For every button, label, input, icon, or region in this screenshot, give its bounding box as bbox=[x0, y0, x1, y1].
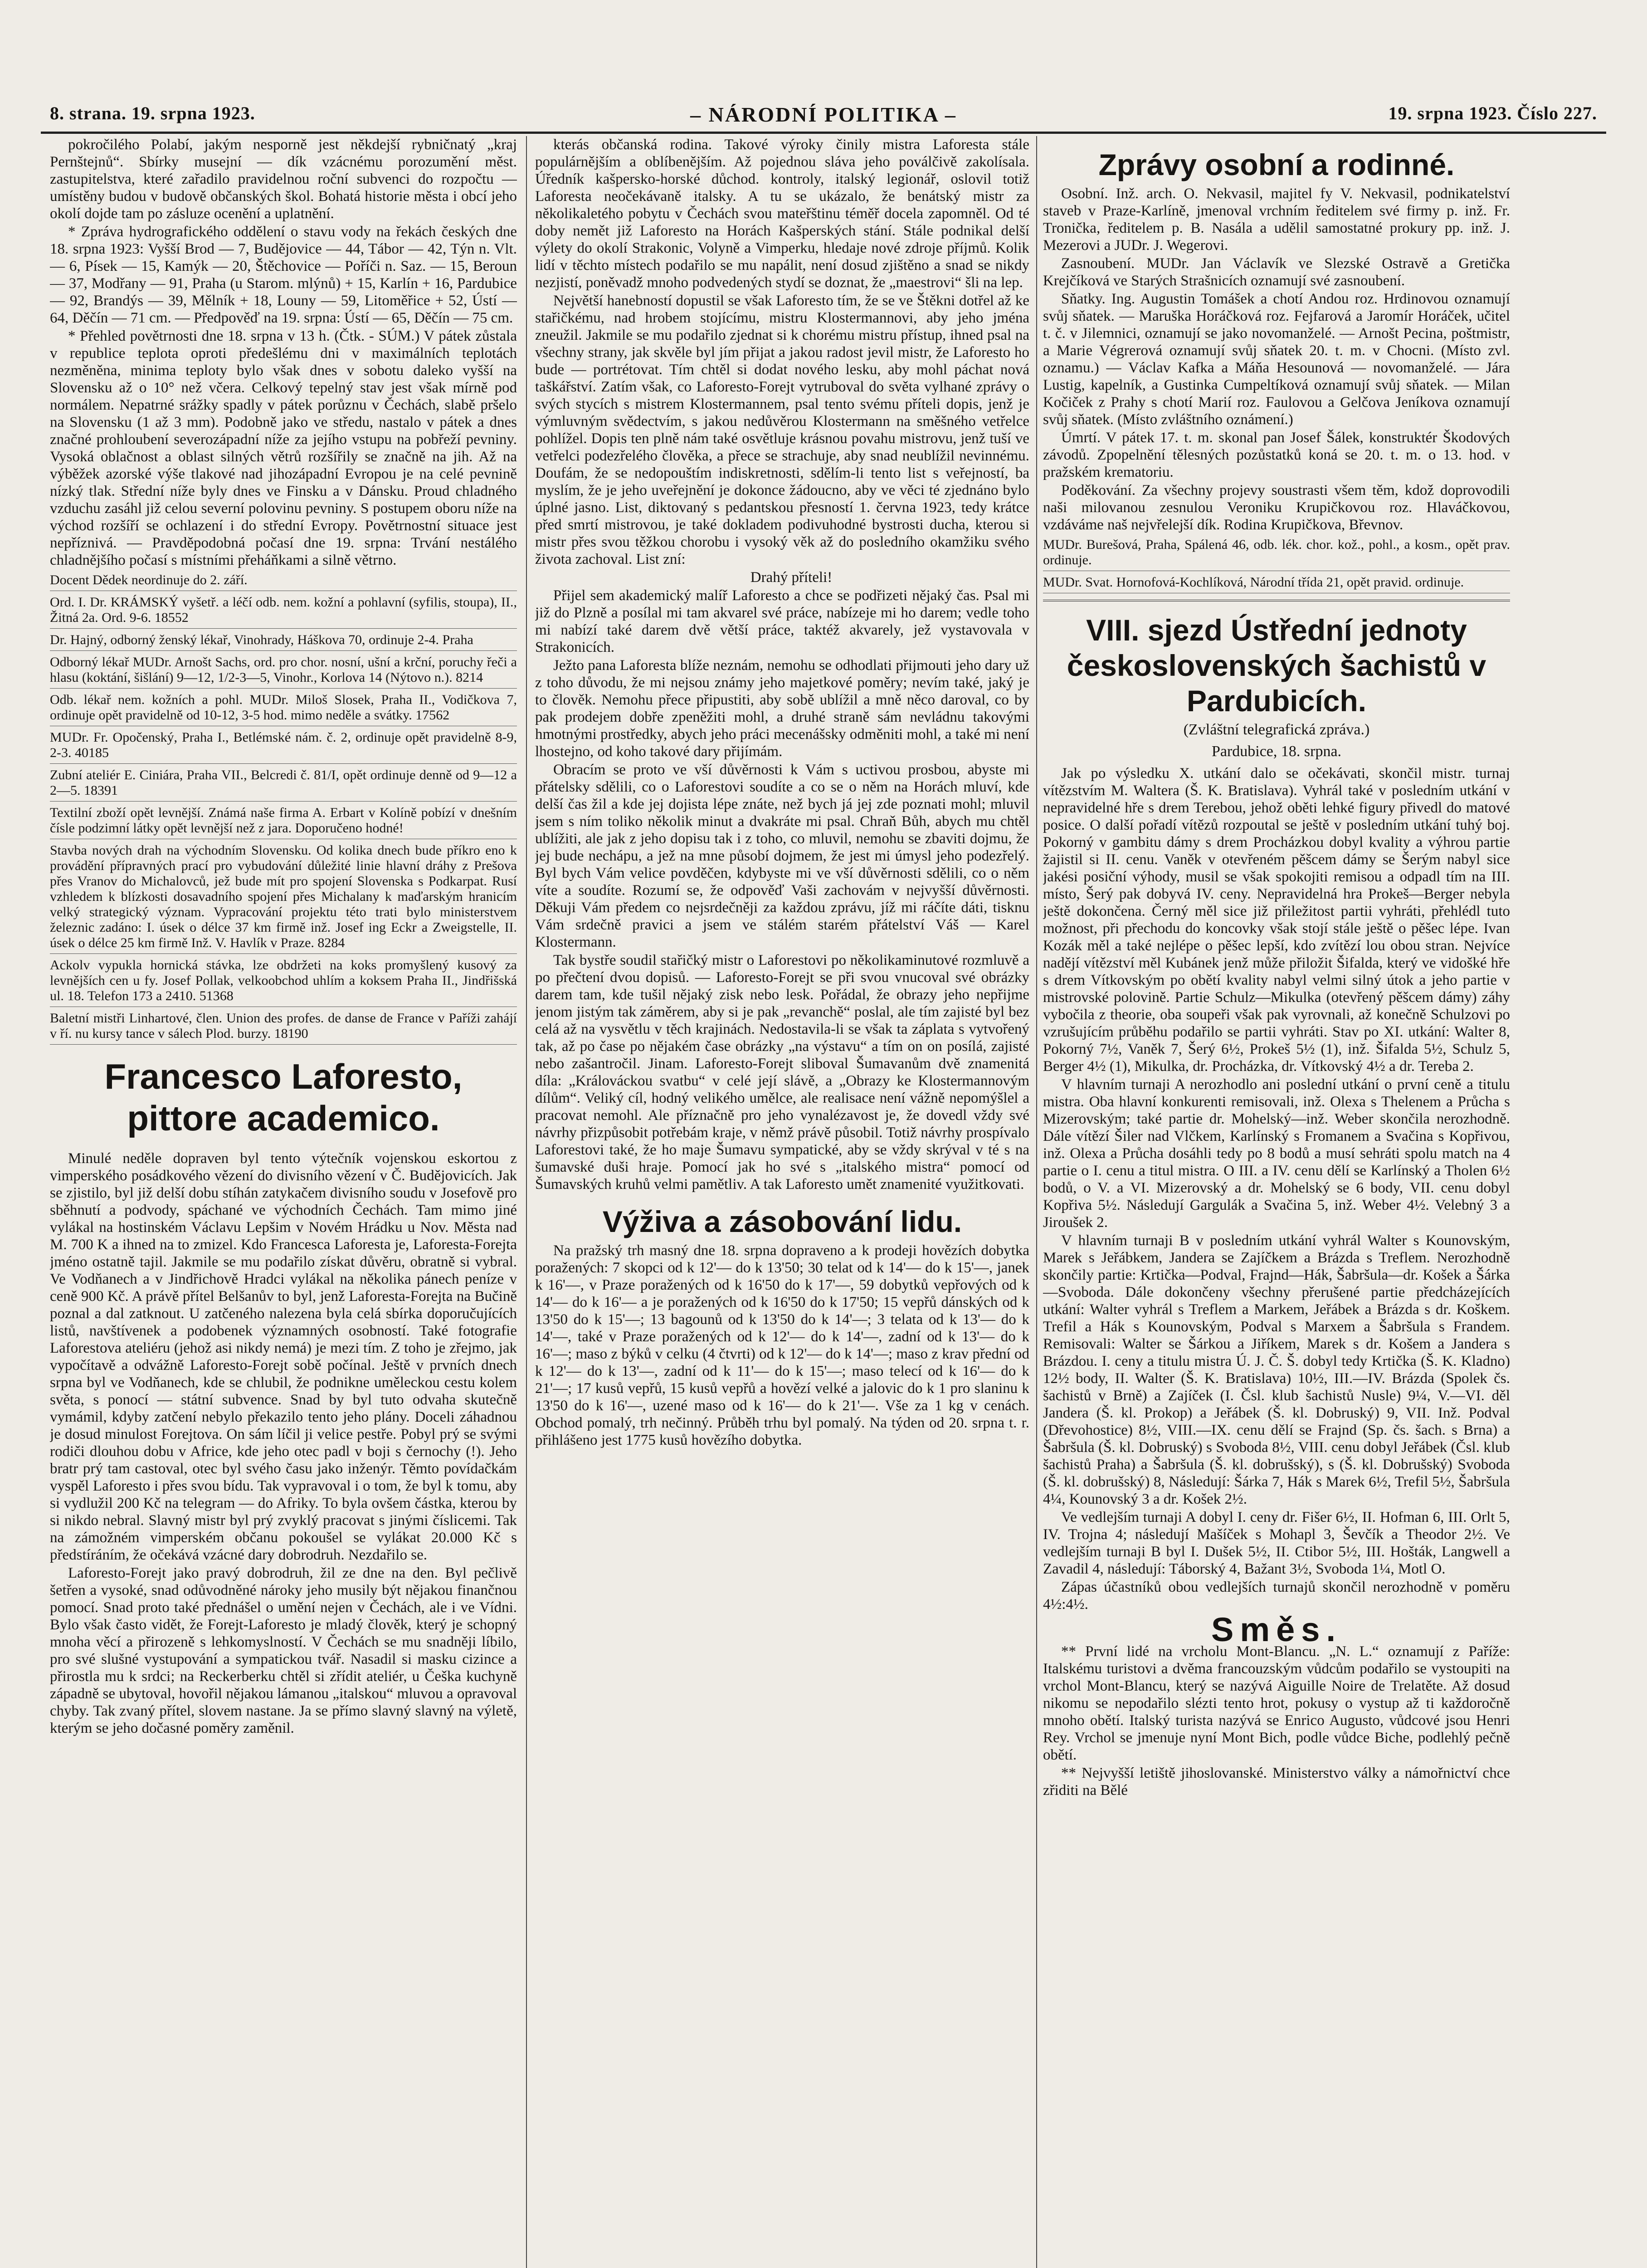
headline-smes: Směs. bbox=[1211, 1611, 1342, 1648]
chess-main-tournament-b: V hlavním turnaji B v posledním utkání vyhrál Walter s Kounovským, Marek s Jeřábkem, Jandera se Zajíčkem a Brázda s Treflem. Nerozhodně skončily partie: Krtička—Podval, Frajnd—Hák, Šabršula—dr. Košek a Šárka—Svoboda. Dále dokončeny všechny přerušené partie předcházejících utkání: Walter vyhrál s Treflem a Markem, Jeřábek a Brázda s dr. Koškem. Trefil a Hák s Kounovským, Podval s Marxem a Šabršula s Frandem. Remisovali: Walter se Šárkou a Jiříkem, Marek s dr. Košem a Jandera s Brázdou. I. ceny a titulu mistra Ú. J. Č. Š. dobyl tedy Krtička (Š. K. Kladno) 12½ body, II. Walter (Š. K. Bratislava) 10½, III.—IV. Brázda (Spolek čs. šachistů v Brně) a Zajíček (I. Čsl. klub šachistů Nusle) 9¼, V.—VI. děl Jandera (Š. kl. Prokop) a Jeřábek (Š. kl. Dobruský) 9, VII. Inž. Podval (Dřevohostice) 8½, VIII.—IX. cenu dělí se Frajnd (Sp. čs. šach. s Brna) a Šabršula (Š. kl. Dobruský) s Svoboda 8½, VIII. cenu dobyl Jeřábek (Čsl. klub šachistů Praha) a Šabršula (Š. kl. dobrušský), s (Š. kl. Dobrušský) Svoboda (Š. kl. dobrušský) 8, Následují: Šárka 7, Hák s Marek 6½, Trefil 5½, Šabršula 4¼, Kounovský 3 a dr. Košek 2½. bbox=[1043, 1232, 1510, 1507]
ad-dr-slosek: Odb. lékař nem. kožních a pohl. MUDr. Miloš Slosek, Praha II., Vodičkova 7, ordinuje opět pravidelně od 10-12, 3-5 hod. mimo neděle a svátky. 17562 bbox=[50, 689, 517, 726]
meat-market-report: Na pražský trh masný dne 18. srpna dopraveno a k prodeji hovězích dobytka poražených: 7 skopci od k 12'— do k 13'50; 30 telat od k 14'— do k 15'—, janek k 16'—, v Praze poražených od k 16'50 do k 17'—, 59 dobytků vepřových od k 14'— do k 16'— a je poražených od k 16'50 do k 17'50; 15 vepřů dánských od k 13'50 do k 15'—; 13 bagounů od k 13'50 do k 14'—; 3 telata od k 13'— do k 14'—, také v Praze poražených od k 12'— do k 14'—, zadní od k 13'— do k 16'—; maso z býků v celku (4 čtvrti) od k 12'— do k 14'—; maso z krav přední od k 12'— do k 13'—, zadní od k 11'— do k 15'—; maso telecí od k 16'— do k 21'—; 17 kusů vepřů, 15 kusů vepřů a hovězí velké a jalovic do k 1 pro slaninu k 13'50 do k 16'—, uzené maso od k 16'— do k 21'—. Vše za 1 kg v cenách. Obchod pomalý, trh nečinný. Průběh trhu byl pomalý. Na týden od 20. srpna t. r. přihlášeno jest 1775 kusů hovězího dobytka. bbox=[535, 1242, 1029, 1448]
issue-number: 19. srpna 1923. Číslo 227. bbox=[1388, 103, 1597, 123]
column-rule-1 bbox=[526, 136, 527, 2268]
ad-ballet-linhart: Baletní mistři Linhartové, člen. Union des profes. de danse de France v Paříži zahájí v ří. nu kursy tance v sálech Plod. burzy. 18190 bbox=[50, 1008, 517, 1045]
column-3 bbox=[1043, 136, 1510, 2268]
headline-zpravy-osobni: Zprávy osobní a rodinné. bbox=[1098, 148, 1455, 181]
dateline: Pardubice, 18. srpna. bbox=[1211, 743, 1342, 760]
chess-side-match: Zápas účastníků obou vedlejších turnajů skončil nerozhodně v poměru 4½:4½. bbox=[1043, 1579, 1510, 1613]
engagements: Zasnoubení. MUDr. Jan Václavík ve Slezské Ostravě a Gretička Krejčíková ve Starých Strašnicích oznamují své zasnoubení. bbox=[1043, 255, 1510, 289]
article-laforesto-2: Laforesto-Forejt jako pravý dobrodruh, žil ze dne na den. Byl pečlivě šetřen a vysoké, snad odůvodněné nároky jeho musily být nějakou finančnou pomocí. Snad proto také přednášel o umění nejen v Čechách, ale i ve Vídni. Bylo však často vidět, že Forejt-Laforesto je mladý člověk, který je schopný mnoha věcí a přirozeně s lehkomyslností. V Čechách se mu snadněji líbilo, pro své slušné vystupování a sympatickou tvář. Nasadil si masku cizince a přirostla mu k srdci; na Reckerberku chtěl si zřídit ateliér, u Češka kuchyně západně se ubytoval, hovořil nějakou lámanou „italskou“ mluvou a opravoval chyby. Tak zvaný přítel, slovem nastane. Ja se přímo slavný slavný na výletě, kterým se jeho dočasné poměry zaměnil. bbox=[50, 1565, 517, 1736]
ad-textile: Textilní zboží opět levnější. Známá naše firma A. Erbart v Kolíně pobízí v dnešním čísle podzimní látky opět levnější než z jara. Doporučeno hodné! bbox=[50, 802, 517, 839]
ad-railway-slovakia: Stavba nových drah na východním Slovensku. Od kolika dnech bude příkro eno k provádění přípravných prací pro vybudování důležité linie hlavní dráhy z Prešova přes Vranov do Michalovců, jež bude mít pro spojení Slovenska s Podkarpat. Rusí vzhledem k blízkosti dosavadního spojení přes Michalany k maďarským hranicím velký strategický význam. Vypracování projektu této trati bylo ministerstvem železnic zadáno: I. úsek o délce 37 km firmě inž. Josef ing Eckr a Zweigstelle, II. úsek o délce 25 km firmě Inž. V. Havlík v Praze. 8284 bbox=[50, 840, 517, 954]
article-laforesto-5: Tak bystře soudil stařičký mistr o Laforestovi po několikaminutové rozmluvě a po přečtení dvou dopisů. — Laforesto-Forejt se při svou vnucoval své obrázky darem tam, kde tušil nějaký zisk nebo lesk. Pořádal, že obrazy jeho nepřijme jenom jistým tak záměrem, aby si je pak „revanchě“ poslal, ale tím zajisté byl bez celá až na vysvětlu v těch krajinách. Nedostavila-li se však ta záplata s vytvořený tak, až po čase po nějakém čase obrázky „na výstavu“ a tím on on posílá, zajisté nebo zašantročil. Jinam. Laforesto-Forejt sliboval Šumavanům dvě znamenitá díla: „Králováckou svatbu“ v celé její slávě, a „Obrazy ke Klostermannovým dílům“. Veliký cíl, hodný velikého umělce, ale realisace není vážně nepomýšlel a pracovat nemohl. Ale příznačně pro jeho vynalézavost je, že dovedl vždy své návrhy přizpůsobit potřebám kraje, v němž právě působil. Totiž návrhy prospívalo Laforestovi také, že ho maje Šumavu sympatické, aby se vždy skrýval v té s na šumavské duši hraje. Pomocí jak ho své s „italského mistra“ pomocí od Šumavských kruhů velmi pamětliv. A tak Laforesto umět znamenité využitkovati. bbox=[535, 952, 1029, 1193]
letter-salutation: Drahý příteli! bbox=[750, 569, 833, 586]
headline-laforesto: Francesco Laforesto, pittore academico. bbox=[104, 1056, 463, 1138]
article-laforesto-3: kterás občanská rodina. Takové výroky činily mistra Laforesta stále populárnějším a oblíbenějším. Až pojednou sláva jeho poválčivě zakolísala. Úředník kašpersko-horské důchod. kontroly, italský legionář, oslovil totiž Laforesta neočekávaně italsky. A tu se ukázalo, že benátský mistr za několikaletého pobytu v Čechách svou mateřštinu téměř docela zapomněl. Od té doby nemět již Laforesto na Horách Kašperských stání. Stále podnikal delší výlety do okolí Strakonic, Volyně a Vimperku, hledaje nové zdroje příjmů. Kolik lidí v těchto místech podařilo se mu napálit, není dosud zjištěno a snad se nikdy nezjistí, poněvadž mnoho podvedených stydí se doznat, že „maestrovi“ šli na lep. bbox=[535, 137, 1029, 291]
airfield-news: ** Nejvyšší letiště jihoslovanské. Ministerstvo války a námořnictví chce zřiditi na Bělé bbox=[1043, 1765, 1510, 1799]
letter-body-2: Ježto pana Laforesta blíže neznám, nemohu se odhodlati přijmouti jeho dary už z toho důvodu, že mi nejsou známy jeho majetkové poměry; nevím také, jaký je to člověk. Nemohu přece připustiti, aby sobě ublížil a mně něco daroval, co by pak prodejem dobře zpeněžiti mohl, a druhé straně sám nevládnu takovými hmotnými prostředky, abych jeho práci mecenášsky odměniti mohl, a také mi není lhostejno, od koho takové dary přijímám. bbox=[535, 657, 1029, 760]
chess-main-tournament-a: V hlavním turnaji A nerozhodlo ani poslední utkání o první ceně a titulu mistra. Oba hlavní konkurenti remisovali, inž. Olexa s Thelenem a Průcha s Mizerovským; také partie dr. Mohelský—inž. Weber skončila nerozhodně. Dále vítězí Šiler nad Vlčkem, Karlínský s Fromanem a Svačina s Kopřivou, inž. Olexa a Průcha dosáhli tedy po 8 bodů a musí sehráti spolu match na 4 partie o I. cenu a titul mistra. O III. a IV. cenu dělí se Karlínský a Tholen 6½ bodů, o V. a VI. Mizerovský a dr. Mohelský se 6 body, VII. cenu dobyl Kopřiva 5½. Následují Gargulák a Svačina 5, inž. Weber 4½. Velebný 3 a Jiroušek 2. bbox=[1043, 1076, 1510, 1231]
ad-dr-opocensky: MUDr. Fr. Opočenský, Praha I., Betlémské nám. č. 2, ordinuje opět pravidelně 8-9, 2-3. 40185 bbox=[50, 727, 517, 764]
hydrographic-report: * Zpráva hydrografického oddělení o stavu vody na řekách českých dne 18. srpna 1923: Vyšší Brod — 7, Budějovice — 44, Tábor — 42, Týn n. Vlt. — 6, Písek — 15, Kamýk — 20, Štěchovice — Poříči n. Saz. — 15, Beroun — 37, Modřany — 91, Praha (u Starom. mlýnů) + 15, Karlín + 16, Pardubice — 92, Brandýs — 39, Mělník + 18, Louny — 59, Litoměřice + 52, Ústí — 64, Děčín — 71 cm. — Předpověď na 19. srpna: Ústí — 65, Děčín — 75 cm. bbox=[50, 224, 517, 326]
article-laforesto-1: Minulé neděle dopraven byl tento výtečník vojenskou eskortou z vimperského posádkového vězení do divisního vězení v Č. Budějovicích. Jak se zjistilo, byl již delší dobu stíhán zatykačem divisního soudu v Josefově pro sběhnutí a podvody, spáchané ve východních Čechách. Tam mimo jiné vylákal na hostinském Václavu Lepšim v Novém Hrádku u Nov. Města nad M. 700 K a ihned na to zmizel. Kdo Francesca Laforesta je, Laforesta-Forejta jméno ostatně tajil. Jakmile se mu podařilo získat důvěru, obratně si vybral. Ve Vodňanech a v Jindřichově Hradci vylákal na několika pánech peníze v ceně 900 Kč. A právě přítel Belšanův to byl, jenž Laforesta-Forejta na Bučině poznal a dal zatknout. U zatčeného nalezena byla celá sbírka doporučujících listů, navštívenek a podobenek významných osobností. Také fotografie Laforestova ateliéru (jehož asi nikdy nemá) je mezi tím. Z toho je zřejmo, jak vypočítavě a odvážně Laforesto-Forejt sobě počínal. Ještě v prvních dnech srpna byl ve Vodňanech, kde se chlubil, že podnikne uměleckou cestu kolem světa, s ponocí — státní subvence. Snad by byl tuto odvaha skutečně vymámil, kdyby zatčení nebylo překazilo tento jeho plány. Doceli záhadnou je dosud minulost Forejtova. On sám líčil ji velice pestře. Pobyl prý se svými rodiči dlouhou dobu v Africe, kde jeho otec padl v boji s černochy (!). Jeho bratr prý tam castoval, otec byl svého času jako inženýr. Těmto povídačkám vyspěl Laforesto i přes svou bídu. Tak vypravoval i o tom, že byl k tomu, aby si vydlužil 200 Kč na telegram — do Afriky. To byla ovšem částka, kterou by si nikdo nebral. Slavný mistr byl prý zvyklý pracovat s jinými číslicemi. Tak na zámožném vimperském občanu pokoušel se vylákat 20.000 Kč s předstíráním, že očekává vzácné dary dobrodruh. Nezdařilo se. bbox=[50, 1150, 517, 1563]
column-2 bbox=[535, 136, 1029, 2268]
marriages: Sňatky. Ing. Augustin Tomášek a chotí Andou roz. Hrdinovou oznamují svůj sňatek. — Maruška Horáčková roz. Fejfarová a Jaromír Horáček, učitel t. č. v Jilemnici, oznamují se jako novomanželé. — Arnošt Pecina, poštmistr, a Marie Végrerová oznamují svůj sňatek 20. t. m. v Chocni. (Místo zvl. oznamu.) — Václav Kafka a Máňa Hesounová — novomanželé. — Jára Lustig, kapelník, a Gustinka Cumpeltíková oznamují svůj sňatek. — Milan Kočiček z Prahy s chotí Marií roz. Faulovou a Gelčova Jeníkova oznamují svůj sňatek. (Místo zvláštního oznámení.) bbox=[1043, 291, 1510, 428]
section-divider bbox=[1043, 600, 1510, 601]
masthead bbox=[41, 100, 1606, 134]
letter-body-3: Obracím se proto ve vší důvěrnosti k Vám s uctivou prosbou, abyste mi přátelsky sdělili, co o Laforestovi soudíte a co se o něm na Horách mluví, kde delší čas žil a kde jej dojista lépe znáte, než bych já jej zde poznati mohl; mluvil jsem s ním toliko několik minut a dvakráte mi psal. Chraň Bůh, abych mu chtěl ublížiti, ale jak z jeho dopisu tak i z toho, co mluvil, nemohu se zbaviti dojmu, že jej bude nechápu, a jež na mne působí dojmem, že jest mi úmysl jeho podezřelý. Byl bych Vám velice povděčen, kdybyste mi ve vší důvěrnosti sdělili, co o něm víte a soudíte. Rozumí se, že odpověď Vaši zachovám v nejvyšší důvěrnosti. Děkuji Vám předem co nejsrdečněji za každou zprávu, jíž mi ráčíte dáti, tisknu Vám srdečně pravici a jsem ve stálém starém přátelství Váš — Karel Klostermann. bbox=[535, 762, 1029, 950]
weather-report: * Přehled povětrnosti dne 18. srpna v 13 h. (Čtk. - SÚM.) V pátek zůstala v republice teplota oproti předešlému dni v maximálních teplotách nezměněna, minima teploty bylo však dnes v sobotu daleko vyšší na Slovensku až o 10° než včera. Celkový tepelný stav jest však mírně pod normálem. Nepatrné srážky spadly v pátek porůznu v Čechách, slabě pršelo na Slovensku (1 až 3 mm). Podobně jako ve středu, nastalo v pátek a dnes značné prohloubení severozápadní níže za jejího vstupu na pobřeží pevniny. Vysoká oblačnost a oblast silných větrů rozšířily se značně na jih. Až na výběžek azorské výše tlakové nad jihozápadní Evropou je na celé pevnině nízký tlak. Střední níže byly dnes ve Finsku a v Dánsku. Proud chladného vzduchu zasáhl již celou severní polovinu pevniny. S postupem oboru níže na východ rozšíří se ochlazení i do střední Evropy. Povětrnostní situace jest nepříznivá. — Pravděpodobná počasí dne 19. srpna: Trvání nestálého chladnějšího počasí s místními přeháňkami a silně větrno. bbox=[50, 328, 517, 568]
personal-news: Osobní. Inž. arch. O. Nekvasil, majitel fy V. Nekvasil, podnikatelství staveb v Praze-Karlíně, jmenoval vrchním ředitelem své firmy p. inž. Fr. Tronička, ředitelem p. B. Nasála a udělil samostatné prokury pp. inž. J. Mezerovi a JUDr. J. Wegerovi. bbox=[1043, 186, 1510, 254]
headline-chess-congress: VIII. sjezd Ústřední jednoty československých šachistů v Pardubicích. bbox=[1067, 613, 1486, 718]
column-rule-2 bbox=[1036, 136, 1037, 2268]
thanks: Poděkování. Za všechny projevy soustrasti všem těm, kdož doprovodili naši milovanou zesnulou Veroniku Krupičkovou roz. Hlaváčkovou, vzdáváme naš nejvřelejší dík. Rodina Krupičkova, Břevnov. bbox=[1043, 482, 1510, 533]
ad-dr-sachs: Odborný lékař MUDr. Arnošt Sachs, ord. pro chor. nosní, ušní a krční, poruchy řeči a hlasu (koktání, šišlání) 9—12, 1/2-3—5, Vinohr., Korlova 14 (Nýtovo n.). 8214 bbox=[50, 652, 517, 689]
ad-coke-pollak: Ackolv vypukla hornická stávka, lze obdržeti na koks promyšlený kusový za levnějších cen u fy. Josef Pollak, velkoobchod uhlím a koksem Praha II., Jindřišská ul. 18. Telefon 173 a 2410. 51368 bbox=[50, 955, 517, 1007]
chess-side-tournaments: Ve vedlejším turnaji A dobyl I. ceny dr. Fišer 6½, II. Hofman 6, III. Orlt 5, IV. Trojna 4; následují Mašíček s Mohapl 3, Ševčík a Theodor 2½. Ve vedlejším turnaji B byl I. Dušek 5½, II. Ctibor 5½, III. Hošták, Langwell a Zavadil 4, následují: Táborský 4, Bažant 3½, Svoboda 1¼, Motl O. bbox=[1043, 1509, 1510, 1577]
telegraph-note: (Zvláštní telegrafická zpráva.) bbox=[1183, 721, 1370, 738]
ad-docent-dedek: Docent Dědek neordinuje do 2. září. bbox=[50, 570, 517, 591]
page-date-left: 8. strana. 19. srpna 1923. bbox=[50, 103, 255, 123]
headline-vyziva: Výživa a zásobování lidu. bbox=[602, 1205, 962, 1238]
article-laforesto-4: Největší hanebností dopustil se však Laforesto tím, že se ve Štěkni dotřel až ke stařičkému, nad hrobem stojícímu, mistru Klostermannovi, aby jeho jména zneužil. Jakmile se mu podařilo zjednat si k chorému mistru přístup, ihned psal na všechny strany, jak skvěle byl jím přijat a jakou radost jevil mistr, že Laforesto ho bude — portrétovat. Tím chtěl si dodat nového lesku, aby mohl páchat nová taškářství. Zatím však, co Laforesto-Forejt vytruboval do světa vylhané zprávy o svých stycích s mistrem Klostermannem, psal tento svému příteli dopis, jenž je výmluvným svědectvím, s jakou nedůvěrou Klostermann na směšného vetřelce pohlížel. Dopis ten plně nám také osvětluje krásnou povahu mistrovu, jenž tuší ve vetřelci podezřelého člověka, a přece se strachuje, aby snad neublížil nevinnému. Doufám, že se nedopouštím indiskretnosti, sdělím-li tento list s veřejností, ba myslím, že je jeho uveřejnění je dokonce žádoucno, aby ve věci té zjednáno bylo úplné jasno. List, diktovaný s pedantskou přesností 1. června 1923, tedy krátce před smrtí mistrovou, je také dokladem podivuhodné bystrosti ducha, kterou si mistr přes svou těžkou chorobu i vysoký věk až do posledního okamžiku svého života zachoval. List zní: bbox=[535, 293, 1029, 567]
ad-dr-buresova: MUDr. Burešová, Praha, Spálená 46, odb. lék. chor. kož., pohl., a kosm., opět prav. ordinuje. bbox=[1043, 534, 1510, 571]
article-polabi: pokročilého Polabí, jakým nesporně jest někdejší rybničnatý „kraj Pernštejnů“. Sbírky musejní — dík vzácnému porozumění měst. zastupitelstva, které zařadilo pravidelnou roční subvenci do rozpočtu — umístěny budou v budově občanských škol. Bohatá historie města i obcí jeho okolí dojde tam po zásluze ocenění a uplatnění. bbox=[50, 137, 517, 222]
deaths: Úmrtí. V pátek 17. t. m. skonal pan Josef Šálek, konstruktér Škodových závodů. Zpopelnění tělesných pozůstatků koná se 20. t. m. o 13. hod. v pražském krematoriu. bbox=[1043, 430, 1510, 480]
letter-body-1: Přijel sem akademický malíř Laforesto a chce se podřizeti nějaký čas. Psal mi již do Plzně a posílal mi tam akvarel své práce, nabízeje mi ho darem; vedle toho mi nabízí také darem dvě větší práce, taktéž akvarely, jež vystavovala v Strakonicích. bbox=[535, 587, 1029, 655]
mont-blanc-news: ** První lidé na vrcholu Mont-Blancu. „N. L.“ oznamují z Paříže: Italskému turistovi a dvěma francouzským vůdcům podařilo se vystoupiti na vrchol Mont-Blancu, který se nazývá Aiguille Noire de Trelatěte. Až dosud nikomu se nepodařilo slézti tento hrot, pokusy o vystup až ti každoročně mnoho obětí. Italský turista nazývá se Enrico Augusto, vůdcové jsou Henri Rey. Vrchol se jmenuje nyní Mont Bich, podle vůdce Biche, podlehlý pečně obětí. bbox=[1043, 1643, 1510, 1763]
ad-dental-studio: Zubní ateliér E. Ciniára, Praha VII., Belcredi č. 81/I, opět ordinuje denně od 9—12 a 2—5. 18391 bbox=[50, 765, 517, 802]
newspaper-title: – NÁRODNÍ POLITIKA – bbox=[690, 103, 957, 126]
ad-dr-hornofova: MUDr. Svat. Hornofová-Kochlíková, Národní třída 21, opět pravid. ordinuje. bbox=[1043, 572, 1510, 593]
ad-dr-kramsky: Ord. I. Dr. KRÁMSKÝ vyšetř. a léčí odb. nem. kožní a pohlavní (syfilis, stoupa), II., Žitná 2a. Ord. 9-6. 18552 bbox=[50, 592, 517, 629]
ad-dr-hajny: Dr. Hajný, odborný ženský lékař, Vinohrady, Háškova 70, ordinuje 2-4. Praha bbox=[50, 630, 517, 651]
column-1 bbox=[50, 136, 517, 2268]
chess-master-tournament: Jak po výsledku X. utkání dalo se očekávati, skončil mistr. turnaj vítězstvím M. Waltera (Š. K. Bratislava). Vyhrál také v posledním utkání v nepravidelné hře s drem Terebou, jehož oběti lehké figury přivedl do matové posice. O další pořadí vítězů rozpoutal se ještě v posledním utkání tuhý boj. Pokorný v gambitu dámy s drem Procházkou dobyl kvality a výhrou partie žajistil si II. cenu. Vaněk v otevřeném pěšcem dámy se Šerým nabyl sice jakési posiční výhody, musil se však spokojiti remisou a odpadl tím na III. místo, Šerý pak dobyvá IV. ceny. Nepravidelná hra Prokeš—Berger nebyla ještě dokončena. Černý měl sice již přiležitost partii vyhráti, přehlédl tuto možnost, při přechodu do koncovky však stojí stále ještě o pěšec lépe. Ivan Kozák měl a také nejlépe o pěšec lepší, kdo zvítězí lou obou stran. Nejvíce nadějí vítězství měl Kubánek jenž může přiložit Šifalda, který ve vidošké hře s drem Vítkovským po obětí kvality nabyl velmi silný útok a jeho partie v mistrovské polovině. Partie Schulz—Mikulka (otevřený pěšcem dámy) záhy vybočila z theorie, oba soupeři však pak vyrovnali, až konečně Schulzovi po vzrušujícím průběhu podařilo se partii vyhráti. Stav po XI. utkání: Walter 8, Pokorný 7½, Vaněk 7, Šerý 6½, Prokeš 5½ (1), inž. Šifalda 5½, Schulz 5, Berger 4½ (1), Mikulka, dr. Procházka, dr. Vítkovský 4½ a dr. Tereba 2. bbox=[1043, 765, 1510, 1075]
